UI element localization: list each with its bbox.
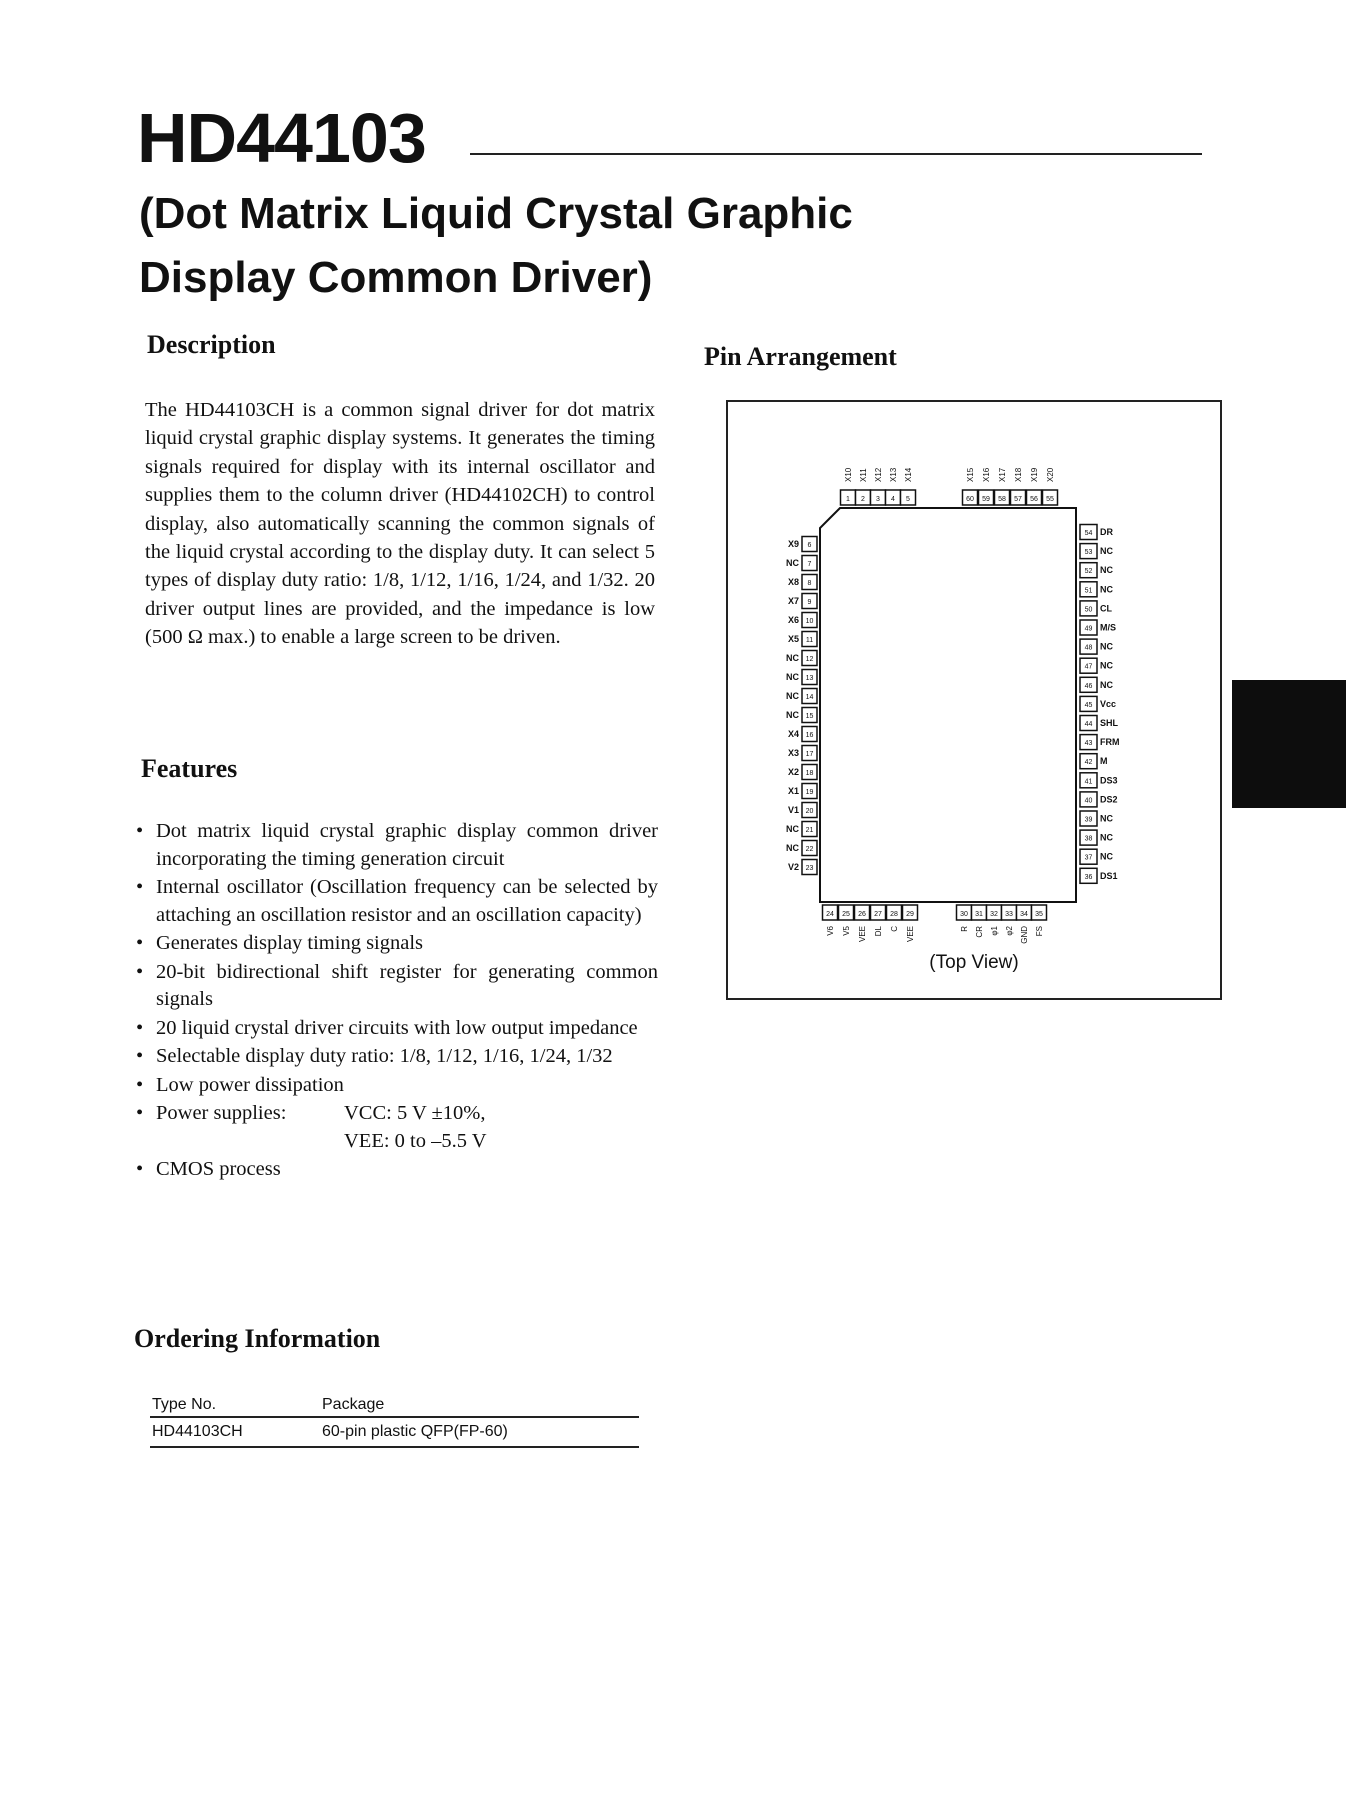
pin-number: 48 (1084, 644, 1093, 652)
pin-name: FRM (1100, 737, 1120, 748)
pin-number: 56 (1030, 496, 1038, 503)
pin-name: NC (1100, 565, 1113, 576)
pin-name: NC (786, 710, 799, 720)
pin-name: X4 (787, 729, 799, 739)
pin-number: 49 (1084, 625, 1093, 633)
feature-text: Low power dissipation (156, 1073, 344, 1096)
bullet: • (136, 1045, 144, 1067)
column-header-package: Package (322, 1396, 385, 1413)
title-subtitle (139, 182, 853, 310)
pin-name: DS3 (1100, 775, 1118, 786)
pin-name: NC (786, 824, 799, 834)
cell-package: 60-pin plastic QFP(FP-60) (322, 1423, 508, 1440)
subtitle-line-2: Display Common Driver) (139, 253, 653, 302)
bullet: • (136, 1073, 144, 1096)
pin-name: NC (1100, 851, 1113, 862)
pin-number: 23 (805, 865, 814, 872)
pin-name: V1 (787, 805, 799, 815)
feature-item (134, 818, 658, 873)
pin-name: NC (786, 558, 799, 568)
pin-number: 33 (1005, 911, 1013, 918)
pin-number: 11 (805, 637, 814, 644)
pin-number: 17 (805, 751, 814, 758)
pin-number: 8 (807, 580, 812, 587)
table-header-row (150, 1390, 639, 1418)
pin-number: 4 (891, 496, 895, 503)
pin-number: 13 (805, 675, 814, 682)
pin-number: 41 (1084, 778, 1093, 786)
vee-spec: VEE: 0 to –5.5 V (344, 1129, 487, 1152)
pin-number: 47 (1084, 663, 1093, 671)
pin-number: 29 (906, 911, 914, 918)
pin-name: X11 (859, 468, 868, 482)
pin-name: X10 (844, 467, 853, 482)
description-text: The HD44103CH is a common signal driver for dot matrix liquid crystal graphic display systems. It generates the timing signals required for display with its internal oscillator and supplies them to the column driver (HD44102CH) to control display, also automatically scanning the common signals of the liquid crystal according to the display duty. It can select 5 types of display duty ratio: 1/8, 1/12, 1/16, 1/24, and 1/32. 20 driver output lines are provided, and the impedance is low (500 Ω max.) to enable a large screen to be driven. (145, 399, 655, 649)
pin-number: 45 (1084, 701, 1093, 709)
feature-item (134, 930, 658, 958)
pin-name: NC (1100, 679, 1113, 690)
pin-name: VEE (906, 926, 915, 943)
pin-name: NC (1100, 660, 1113, 671)
pin-number: 31 (975, 911, 983, 918)
features-heading: Features (141, 754, 238, 783)
pin-name: X1 (787, 786, 799, 796)
pin-number: 54 (1084, 530, 1093, 537)
pin-number: 51 (1084, 587, 1093, 595)
pin-number: 60 (966, 496, 974, 503)
pin-number: 32 (990, 911, 998, 918)
pin-number: 30 (960, 911, 968, 918)
section-tab-marker (1232, 680, 1346, 808)
pin-name: VEE (858, 926, 867, 943)
pin-name: M/S (1100, 622, 1117, 633)
bullet: • (136, 876, 144, 898)
pin-name: DS1 (1100, 870, 1118, 881)
pin-name: M (1100, 756, 1108, 767)
feature-text: CMOS process (156, 1158, 281, 1180)
pin-number: 15 (805, 713, 814, 720)
pin-number: 44 (1084, 721, 1093, 728)
feature-text: Generates display timing signals (156, 932, 424, 954)
pin-number: 52 (1084, 568, 1093, 576)
pin-name: NC (1100, 546, 1113, 557)
pin-number: 59 (982, 496, 990, 503)
pin-name: R (960, 926, 969, 932)
pin-number: 25 (842, 911, 850, 918)
pin-name: DS2 (1100, 794, 1118, 805)
pin-number: 53 (1084, 549, 1093, 557)
pin-number: 9 (807, 599, 812, 606)
power-supplies-values (344, 1100, 487, 1155)
pin-name: NC (1100, 641, 1113, 652)
cell-type-no: HD44103CH (152, 1423, 243, 1440)
pin-number: 6 (807, 542, 812, 549)
feature-item (134, 1072, 658, 1100)
pin-number: 16 (805, 732, 814, 739)
pin-name: Vcc (1100, 698, 1117, 709)
bullet: • (136, 1158, 144, 1180)
pin-name: NC (1100, 813, 1113, 824)
pin-name: X12 (874, 467, 883, 482)
features-list (134, 818, 658, 1185)
pin-number: 57 (1014, 496, 1022, 503)
pin-number: 38 (1084, 835, 1093, 843)
pin-number: 18 (805, 770, 814, 777)
pin-number: 19 (805, 789, 814, 796)
pin-number: 42 (1084, 759, 1093, 767)
pin-number: 39 (1084, 816, 1093, 824)
feature-text: Dot matrix liquid crystal graphic display common driver incorporating the timing generation circuit (156, 820, 658, 870)
pin-name: X18 (1014, 467, 1023, 482)
pin-name: X2 (787, 767, 799, 777)
pin-name: X16 (982, 467, 991, 482)
pin-name: V5 (842, 926, 851, 936)
pin-number: 10 (805, 618, 814, 625)
pin-name: DL (874, 926, 883, 937)
feature-item (134, 959, 658, 1014)
pin-number: 7 (807, 561, 812, 568)
pin-number: 50 (1084, 606, 1093, 614)
pin-name: FS (1035, 926, 1044, 937)
pin-name: X17 (998, 467, 1007, 482)
pin-name: C (890, 926, 899, 932)
pin-name: X8 (787, 577, 799, 587)
pin-name: φ1 (990, 926, 999, 936)
ordering-heading: Ordering Information (134, 1324, 381, 1353)
pin-number: 26 (858, 911, 866, 918)
feature-text: 20-bit bidirectional shift register for generating common signals (156, 960, 658, 1010)
bullet: • (136, 1016, 144, 1039)
pin-number: 55 (1046, 496, 1054, 503)
pin-number: 28 (890, 911, 898, 918)
feature-text: 20 liquid crystal driver circuits with low output impedance (156, 1016, 638, 1039)
pin-number: 27 (874, 911, 882, 918)
bullet: • (136, 960, 144, 983)
pin-name: X14 (904, 467, 913, 482)
pin-name: NC (1100, 584, 1113, 595)
pin-number: 5 (906, 496, 910, 503)
pin-number: 21 (805, 827, 814, 834)
pin-name: NC (786, 672, 799, 682)
pin-number: 36 (1084, 873, 1093, 881)
feature-item (134, 1156, 658, 1184)
pin-diagram (728, 402, 1220, 998)
pin-number: 20 (805, 808, 814, 815)
pin-name: NC (1100, 832, 1113, 843)
pin-number: 1 (846, 496, 850, 503)
pin-diagram-frame (726, 400, 1222, 1000)
pin-number: 58 (998, 496, 1006, 503)
pin-name: X9 (787, 539, 799, 549)
pin-name: NC (786, 843, 799, 853)
bullet: • (136, 932, 144, 954)
pin-name: φ2 (1005, 926, 1014, 936)
table-row (150, 1418, 639, 1448)
pin-number: 46 (1084, 682, 1093, 690)
pin-number: 34 (1020, 911, 1028, 918)
title-rule (470, 153, 1202, 155)
pin-name: X6 (787, 615, 799, 625)
pin-number: 3 (876, 496, 880, 503)
power-supplies-label: Power supplies: (156, 1102, 287, 1124)
pin-number: 24 (826, 911, 834, 918)
pin-name: X7 (787, 596, 799, 606)
pin-name: V2 (787, 862, 799, 872)
pin-name: GND (1020, 926, 1029, 944)
pin-name: NC (786, 653, 799, 663)
description-heading: Description (147, 330, 276, 359)
pin-number: 12 (805, 656, 814, 663)
vcc-spec: VCC: 5 V ±10%, (344, 1102, 486, 1124)
part-number-title: HD44103 (137, 99, 426, 177)
top-view-label: (Top View) (929, 952, 1019, 973)
feature-item (134, 1043, 658, 1071)
feature-item (134, 874, 658, 929)
pin-name: V6 (826, 926, 835, 936)
chip-body (820, 508, 1076, 902)
pin-name: NC (786, 691, 799, 701)
pin-name: X19 (1030, 467, 1039, 482)
pin-number: 43 (1084, 740, 1093, 748)
pin-name: X3 (787, 748, 799, 758)
column-header-type-no: Type No. (152, 1396, 217, 1413)
bullet: • (136, 1102, 144, 1124)
feature-item (134, 1015, 658, 1043)
bullet: • (136, 820, 144, 842)
pin-name: CR (975, 926, 984, 938)
feature-text: Selectable display duty ratio: 1/8, 1/12, 1/16, 1/24, 1/32 (156, 1045, 613, 1067)
pin-number: 35 (1035, 911, 1043, 918)
feature-text: Internal oscillator (Oscillation frequency can be selected by attaching an oscillation resistor and an oscillation capacity) (156, 876, 658, 926)
feature-item-power-supplies (134, 1100, 658, 1155)
pin-number: 22 (805, 846, 814, 853)
pin-name: DR (1100, 527, 1113, 537)
pin-name: X15 (966, 467, 975, 482)
pin-name: X5 (787, 634, 799, 644)
pin-number: 40 (1084, 797, 1093, 805)
pin-name: SHL (1100, 718, 1118, 728)
pin-name: X13 (889, 467, 898, 482)
power-supplies-row (156, 1100, 658, 1155)
pin-arrangement-heading: Pin Arrangement (704, 342, 897, 371)
pin-number: 14 (805, 694, 814, 701)
pin-name: X20 (1046, 467, 1055, 482)
pin-number: 37 (1084, 854, 1093, 862)
ordering-table (150, 1390, 639, 1448)
subtitle-line-1: (Dot Matrix Liquid Crystal Graphic (139, 189, 853, 238)
pin-number: 2 (861, 496, 865, 503)
pin-name: CL (1100, 603, 1112, 614)
